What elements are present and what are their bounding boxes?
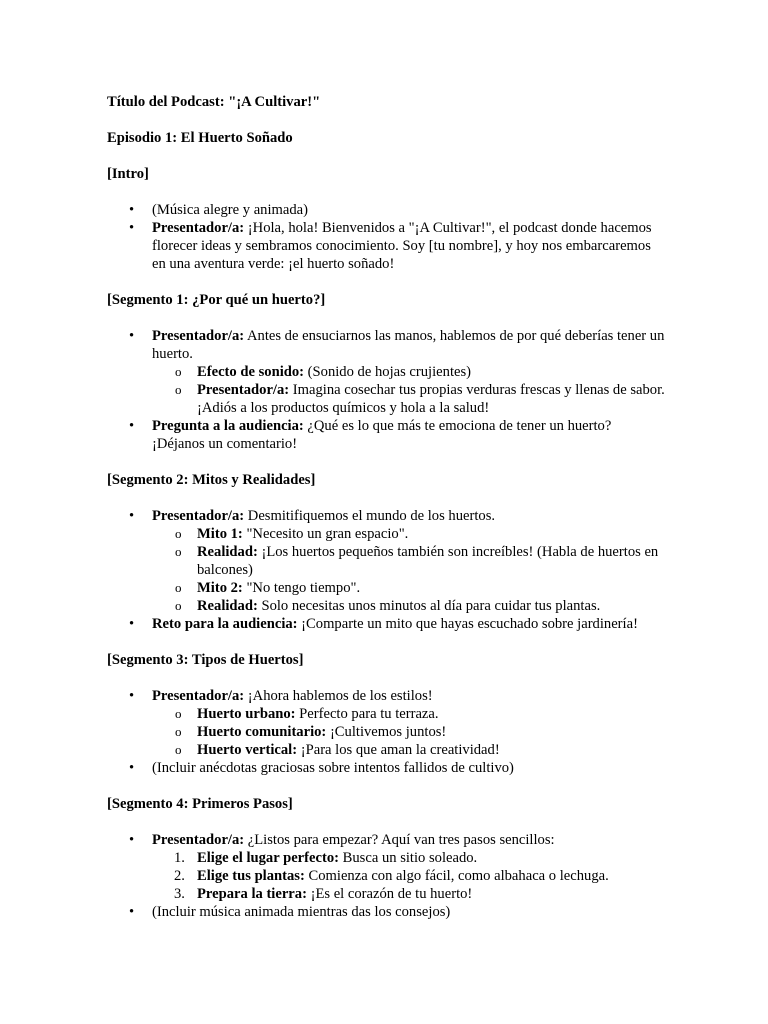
- segment-3-list: [107, 687, 667, 777]
- sub-list-item: [152, 579, 667, 597]
- sub-list-item: [152, 741, 667, 759]
- item-label: Realidad:: [197, 544, 258, 560]
- episode-title: Episodio 1: El Huerto Soñado: [107, 130, 293, 146]
- item-label: Reto para la audiencia:: [152, 616, 298, 632]
- item-label: Huerto vertical:: [197, 742, 298, 758]
- circle-bullet-icon: o: [175, 724, 182, 739]
- sub-list-item: [152, 543, 667, 579]
- item-label: Presentador/a:: [152, 220, 245, 236]
- steps-list: [152, 849, 667, 903]
- item-text: ¿Qué es lo que más te emociona de tener un huerto? ¡Déjanos un comentario!: [152, 418, 612, 452]
- list-item: [107, 219, 667, 273]
- sub-list: [152, 525, 667, 615]
- bullet-icon: •: [129, 904, 135, 920]
- circle-bullet-icon: o: [175, 382, 182, 397]
- segment-4-heading: [Segmento 4: Primeros Pasos]: [107, 796, 293, 812]
- circle-bullet-icon: o: [175, 742, 182, 757]
- circle-bullet-icon: o: [175, 580, 182, 595]
- list-item: [107, 759, 667, 777]
- item-label: Mito 2:: [197, 580, 243, 596]
- item-text: ¿Listos para empezar? Aquí van tres pasos sencillos:: [244, 832, 555, 848]
- bullet-icon: •: [129, 688, 135, 704]
- item-label: Presentador/a:: [152, 832, 245, 848]
- bullet-icon: •: [129, 760, 135, 776]
- item-text: "Necesito un gran espacio".: [242, 526, 409, 542]
- circle-bullet-icon: o: [175, 544, 182, 559]
- item-text: (Sonido de hojas crujientes): [304, 364, 472, 380]
- sub-list-item: [152, 525, 667, 543]
- podcast-title: Título del Podcast: "¡A Cultivar!": [107, 94, 321, 110]
- item-label: Elige tus plantas:: [197, 868, 305, 884]
- segment-2-heading: [Segmento 2: Mitos y Realidades]: [107, 472, 316, 488]
- step-item: [152, 867, 667, 885]
- item-label: Realidad:: [197, 598, 258, 614]
- item-text: ¡Ahora hablemos de los estilos!: [244, 688, 433, 704]
- step-number: 3.: [174, 886, 185, 902]
- list-item: [107, 507, 667, 615]
- segment-1-heading: [Segmento 1: ¿Por qué un huerto?]: [107, 292, 326, 308]
- step-item: [152, 885, 667, 903]
- sub-list-item: [152, 381, 667, 417]
- list-item: [107, 201, 667, 219]
- item-text: ¡Cultivemos juntos!: [326, 724, 447, 740]
- item-label: Huerto urbano:: [197, 706, 296, 722]
- item-text: (Música alegre y animada): [152, 202, 308, 218]
- sub-list-item: [152, 363, 667, 381]
- item-text: Antes de ensuciarnos las manos, hablemos de por qué deberías tener un huerto.: [152, 328, 665, 362]
- item-text: Solo necesitas unos minutos al día para cuidar tus plantas.: [257, 598, 601, 614]
- item-text: Comienza con algo fácil, como albahaca o lechuga.: [304, 868, 609, 884]
- item-text: Perfecto para tu terraza.: [295, 706, 439, 722]
- item-text: ¡Para los que aman la creatividad!: [297, 742, 500, 758]
- item-label: Presentador/a:: [152, 328, 245, 344]
- item-label: Pregunta a la audiencia:: [152, 418, 304, 434]
- item-label: Efecto de sonido:: [197, 364, 305, 380]
- list-item: [107, 903, 667, 921]
- item-text: Imagina cosechar tus propias verduras frescas y llenas de sabor. ¡Adiós a los productos químicos y hola a la salud!: [197, 382, 665, 416]
- item-text: ¡Es el corazón de tu huerto!: [306, 886, 473, 902]
- item-text: ¡Los huertos pequeños también son increíbles! (Habla de huertos en balcones): [197, 544, 659, 578]
- segment-1-list: [107, 327, 667, 453]
- item-text: (Incluir anécdotas graciosas sobre intentos fallidos de cultivo): [152, 760, 514, 776]
- intro-list: [107, 201, 667, 273]
- item-text: Desmitifiquemos el mundo de los huertos.: [244, 508, 496, 524]
- item-text: "No tengo tiempo".: [242, 580, 361, 596]
- sub-list-item: [152, 705, 667, 723]
- bullet-icon: •: [129, 202, 135, 218]
- list-item: [107, 417, 667, 453]
- item-label: Huerto comunitario:: [197, 724, 327, 740]
- circle-bullet-icon: o: [175, 364, 182, 379]
- bullet-icon: •: [129, 220, 135, 236]
- segment-2-list: [107, 507, 667, 633]
- item-label: Mito 1:: [197, 526, 243, 542]
- segment-4-list: [107, 831, 667, 921]
- sub-list: [152, 705, 667, 759]
- item-label: Presentador/a:: [152, 508, 245, 524]
- list-item: [107, 327, 667, 417]
- item-label: Presentador/a:: [197, 382, 290, 398]
- item-text: ¡Comparte un mito que hayas escuchado sobre jardinería!: [297, 616, 638, 632]
- bullet-icon: •: [129, 328, 135, 344]
- sub-list-item: [152, 723, 667, 741]
- item-text: Busca un sitio soleado.: [338, 850, 478, 866]
- sub-list: [152, 363, 667, 417]
- sub-list-item: [152, 597, 667, 615]
- intro-heading: [Intro]: [107, 166, 149, 182]
- step-number: 2.: [174, 868, 185, 884]
- item-label: Prepara la tierra:: [197, 886, 307, 902]
- item-label: Presentador/a:: [152, 688, 245, 704]
- list-item: [107, 831, 667, 903]
- segment-3-heading: [Segmento 3: Tipos de Huertos]: [107, 652, 304, 668]
- list-item: [107, 615, 667, 633]
- step-item: [152, 849, 667, 867]
- list-item: [107, 687, 667, 759]
- bullet-icon: •: [129, 832, 135, 848]
- step-number: 1.: [174, 850, 185, 866]
- circle-bullet-icon: o: [175, 706, 182, 721]
- bullet-icon: •: [129, 418, 135, 434]
- item-text: ¡Hola, hola! Bienvenidos a "¡A Cultivar!", el podcast donde hacemos florecer ideas y sembramos conocimiento. Soy [tu nombre], y hoy nos embarcaremos en una aventura verde: ¡el huerto soñado!: [152, 220, 652, 272]
- circle-bullet-icon: o: [175, 598, 182, 613]
- item-text: (Incluir música animada mientras das los consejos): [152, 904, 451, 920]
- item-label: Elige el lugar perfecto:: [197, 850, 339, 866]
- podcast-script: [107, 93, 667, 939]
- bullet-icon: •: [129, 508, 135, 524]
- circle-bullet-icon: o: [175, 526, 182, 541]
- bullet-icon: •: [129, 616, 135, 632]
